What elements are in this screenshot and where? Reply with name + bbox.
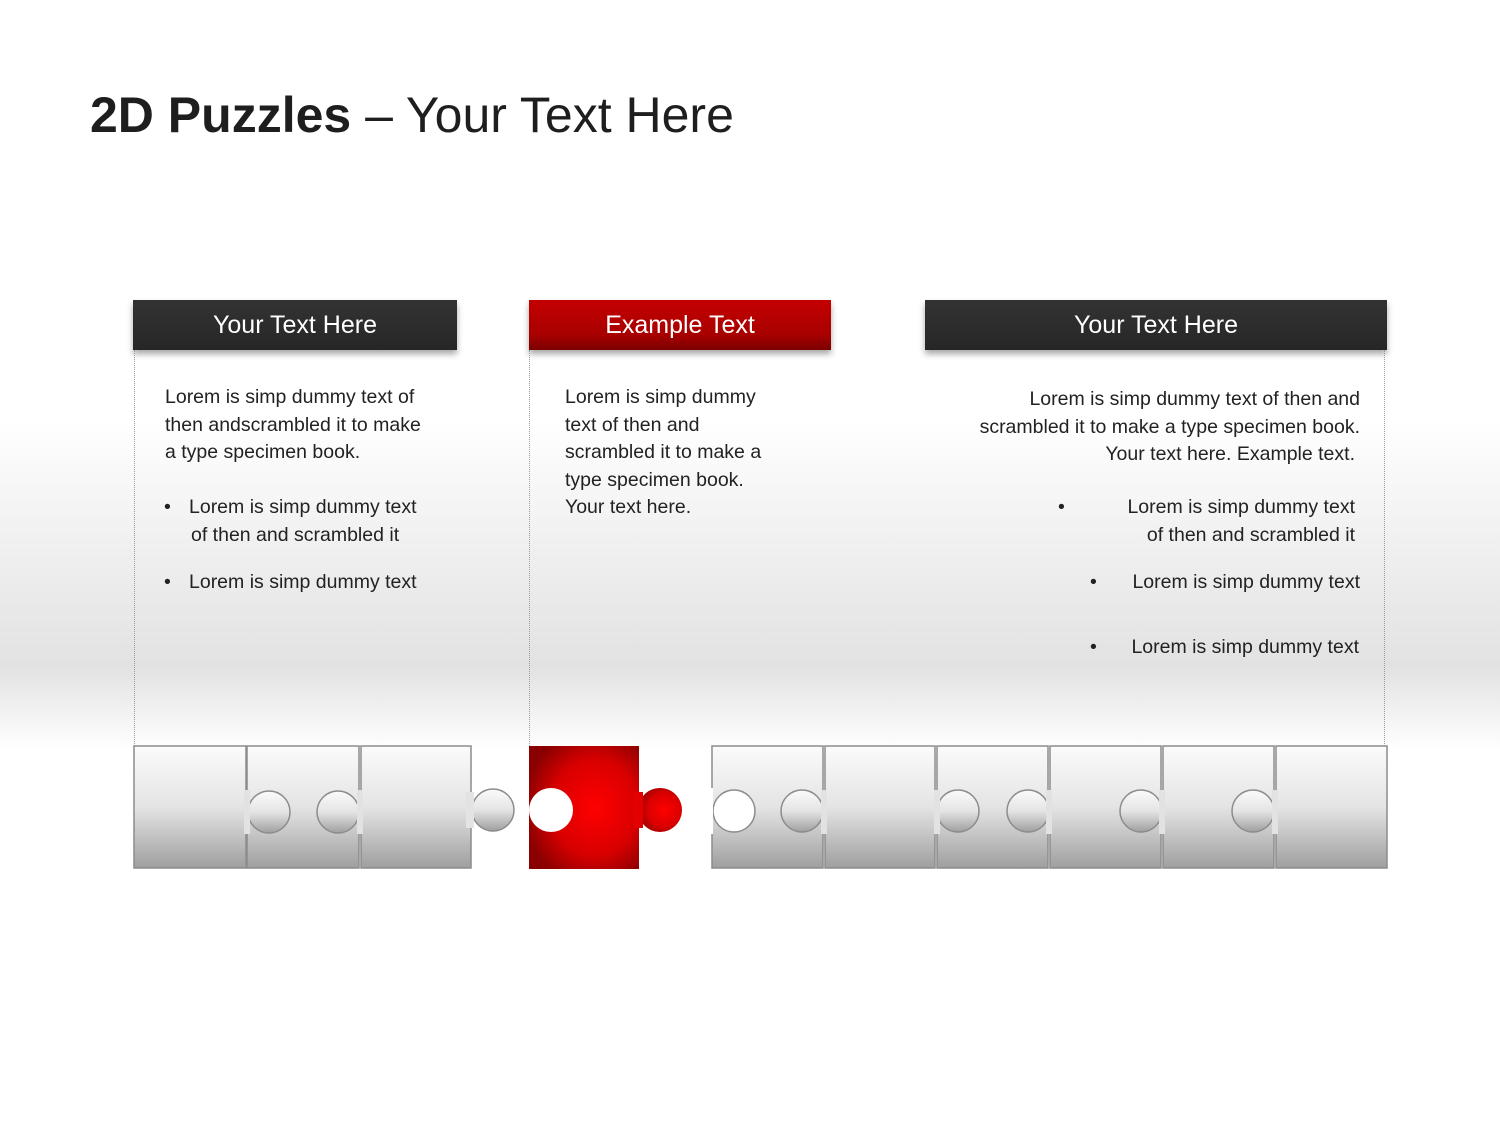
bullet-dot: • [1058, 496, 1065, 518]
col-3-bullet-1: Lorem is simp dummy text of then and scrambled it [1127, 496, 1355, 546]
puzzle-knob [1232, 790, 1274, 832]
header-col-1: Your Text Here [133, 300, 457, 350]
bullet-dot: • [1090, 571, 1097, 593]
puzzle-knob [1120, 790, 1162, 832]
puzzle-piece [1276, 746, 1387, 868]
header-col-3: Your Text Here [925, 300, 1387, 350]
bullet-dot: • [164, 571, 171, 593]
bullet-dot: • [164, 496, 171, 518]
col-1-paragraph: Lorem is simp dummy text of then andscrambled it to make a type specimen book. [165, 386, 421, 463]
page-title: 2D Puzzles – Your Text Here [90, 87, 734, 143]
col-2-paragraph: Lorem is simp dummy text of then and scrambled it to make a type specimen book. Your text here. [565, 386, 762, 518]
col-3-paragraph: Lorem is simp dummy text of then and scrambled it to make a type specimen book. Your text here. Example text. [979, 388, 1360, 465]
puzzle-piece [134, 746, 246, 868]
bullet-dot: • [1090, 636, 1097, 658]
puzzle-knob [248, 791, 290, 833]
puzzle-knob [1007, 790, 1049, 832]
puzzle-piece [825, 746, 935, 868]
puzzle-socket [529, 788, 573, 832]
col-1-bullet-2: Lorem is simp dummy text [189, 571, 417, 593]
col-1-bullet-1: Lorem is simp dummy text of then and scrambled it [189, 496, 417, 546]
col-3-bullet-2: Lorem is simp dummy text [1132, 571, 1360, 593]
puzzle-piece [361, 746, 471, 868]
puzzle-knob [317, 791, 359, 833]
puzzle-knob-red [638, 788, 682, 832]
header-col-2: Example Text [529, 300, 831, 350]
puzzle-knob [781, 790, 823, 832]
puzzle-knob [937, 790, 979, 832]
puzzle-socket [713, 790, 755, 832]
col-3-bullet-3: Lorem is simp dummy text [1131, 636, 1359, 658]
puzzle-knob [472, 789, 514, 831]
